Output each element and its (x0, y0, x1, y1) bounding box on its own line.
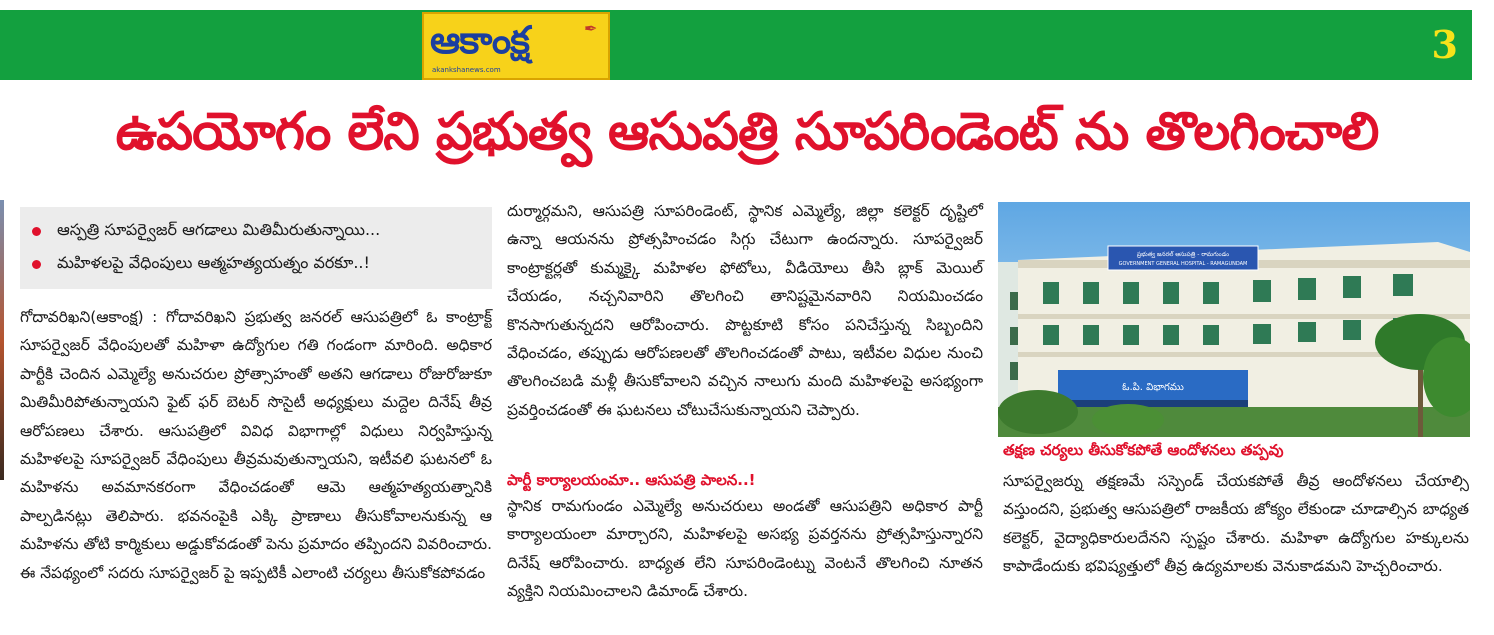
bullet-dot-icon (32, 227, 41, 236)
highlight-item (32, 248, 492, 281)
bullet-dot-icon (32, 260, 41, 269)
article-column-3 (1003, 467, 1469, 581)
subheading-party-office: పార్టీ కార్యాలయంమా.. ఆసుపత్రి పాలన..! (507, 471, 756, 489)
headline: ఉపయోగం లేని ప్రభుత్వ ఆసుపత్రి సూపరిండెంట్ ను తొలగించాలి (115, 102, 1379, 162)
adjacent-article-photo-strip (0, 200, 4, 480)
masthead-logo[interactable] (422, 12, 610, 80)
subheading-warning: తక్షణ చర్యలు తీసుకోకపోతే ఆందోళనలు తప్పవు (1003, 441, 1284, 459)
ward-sign: ఓ.పి. విభాగము (1122, 382, 1184, 393)
highlight-item (32, 215, 492, 248)
article-column-2b (507, 492, 983, 606)
highlight-text: ఆస్పత్రి సూపర్వైజర్ ఆగడాలు మితిమీరుతున్నాయి... (57, 220, 381, 239)
hospital-photo (998, 202, 1470, 437)
article-paragraph: సూపర్వైజర్ను తక్షణమే సస్పెండ్ చేయకపోతే తీవ్ర ఆందోళనలు చేయాల్సి వస్తుందని, ప్రభుత్వ ఆసుపత్రిలో రాజకీయ జోక్యం లేకుండా చూడాల్సిన బాధ్యత కలెక్టర్, వైద్యాధికారులదేనని స్పష్టం చేశారు. మహిళా ఉద్యోగుల హక్కులను కాపాడేందుకు భవిష్యత్తులో తీవ్ర ఉద్యమాలకు వెనుకాడమని హెచ్చరించారు. (1003, 472, 1469, 576)
hospital-sign-telugu: ప్రభుత్వ జనరల్ ఆసుపత్రి - రామగుండం (1136, 251, 1230, 258)
highlights-box (20, 207, 492, 289)
pen-icon: ✒ (584, 19, 598, 38)
logo-title: ఆకాంక్ష (430, 18, 529, 62)
logo-url: akankshanews.com (432, 66, 501, 74)
article-paragraph: దుర్మార్గమని, ఆసుపత్రి సూపరిండెంట్, స్థానిక ఎమ్మెల్యే, జిల్లా కలెక్టర్ దృష్టిలో ఉన్నా ఆయనను ప్రోత్సహించడం సిగ్గు చేటుగా ఉందన్నారు. సూపర్వైజర్ కాంట్రాక్టర్లతో కుమ్మక్కై మహిళల ఫోటోలు, వీడియోలు తీసి బ్లాక్ మెయిల్ చేయడం, నచ్చనివారిని తొలగించి తానిష్టమైనవారిని నియమించడం కొనసాగుతున్నదని ఆరోపించారు. పొట్టకూటి కోసం పనిచేస్తున్న సిబ్బందిని వేధించడం, తప్పుడు ఆరోపణలతో తొలగించడంతో పాటు, ఇటీవల విధుల నుంచి తొలగించబడి మళ్లీ తీసుకోవాలని వచ్చిన నాలుగు మంది మహిళలపై అసభ్యంగా ప్రవర్తించడంతో ఈ ఘటనలు చోటుచేసుకున్నాయని చెప్పారు. (507, 202, 983, 419)
article-column-2 (507, 197, 983, 424)
page-number: 3 (1431, 22, 1458, 67)
article-paragraph: గోదావరిఖని(ఆకాంక్ష) : గోదావరిఖని ప్రభుత్వ జనరల్ ఆసుపత్రిలో ఓ కాంట్రాక్ట్ సూపర్వైజర్ వేధింపులతో మహిళా ఉద్యోగుల గతి గండంగా మారింది. అధికార పార్టీకి చెందిన ఎమ్మెల్యే అనుచరుల ప్రోత్సాహంతో అతని ఆగడాలు రోజురోజుకూ మితిమీరిపోతున్నాయని ఫైట్ ఫర్ బెటర్ సొసైటీ అధ్యక్షులు మద్దెల దినేష్ తీవ్ర ఆరోపణలు చేశారు. ఆసుపత్రిలో వివిధ విభాగాల్లో విధులు నిర్వహిస్తున్న మహిళలపై సూపర్వైజర్ వేధింపులు తీవ్రమవుతున్నాయని, ఇటీవలి ఘటనలో ఓ మహిళను అవమానకరంగా వేధించడంతో ఆమె ఆత్మహత్యయత్నానికి పాల్పడినట్లు తెలిపారు. భవనంపైకి ఎక్కి ప్రాణాలు తీసుకోవాలనుకున్న ఆ మహిళను తోటి కార్మికులు అడ్డుకోవడంతో పెను ప్రమాదం తప్పిందని వివరించారు. ఈ నేపథ్యంలో సదరు సూపర్వైజర్ పై ఇప్పటికీ ఎలాంటి చర్యలు తీసుకోకపోవడం (20, 308, 492, 582)
article-column-1 (20, 303, 492, 587)
highlight-text: మహిళలపై వేధింపులు ఆత్మహత్యయత్నం వరకూ..! (57, 253, 370, 272)
article-paragraph: స్థానిక రామగుండం ఎమ్మెల్యే అనుచరులు అండతో ఆసుపత్రిని అధికార పార్టీ కార్యాలయంలా మార్చారని, మహిళలపై అసభ్య ప్రవర్తనను ప్రోత్సహిస్తున్నారని దినేష్ ఆరోపించారు. బాధ్యత లేని సూపరిండెంట్ను వెంటనే తొలగించి నూతన వ్యక్తిని నియమించాలని డిమాండ్ చేశారు. (507, 497, 983, 601)
hospital-sign-english: GOVERNMENT GENERAL HOSPITAL - RAMAGUNDAM (1118, 261, 1248, 267)
masthead-banner (0, 10, 1472, 80)
